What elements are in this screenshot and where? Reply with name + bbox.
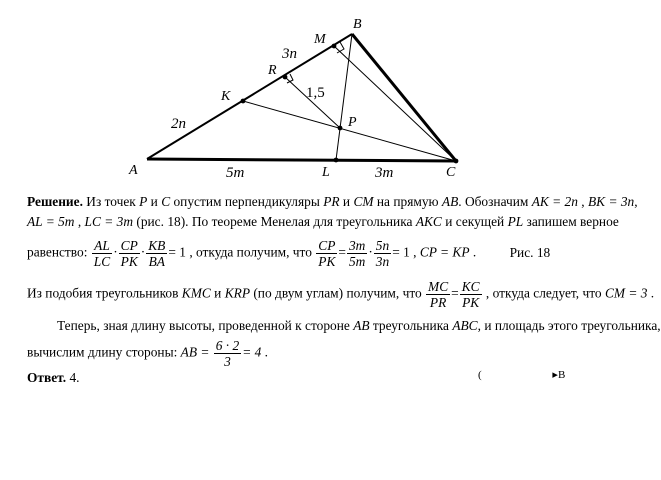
solution-line-3: равенство: $\frac{AL}{LC}$ · $\frac{CP}{PK}$ · $\frac{KB}{BA}$ = 1 , откуда получим, что $\frac{CP}{PK}$ = $\frac{3m}{5m}$ · $\frac{5n}{3n}$ = 1 , CP = KP . Рис. 18 xyxy=(27,238,551,269)
fraction-mc-pr: $\frac{MC}{PR}$ xyxy=(428,279,449,310)
label-lc: 3m xyxy=(375,165,394,181)
point-p-label: P xyxy=(348,115,357,130)
point-p-dot xyxy=(338,126,343,131)
answer-value: 4. xyxy=(66,370,80,385)
solution-line-6: вычислим длину стороны: AB = $\frac{6 \cdot 2}{3}$ = 4 . xyxy=(27,338,268,369)
right-angle-mark-r xyxy=(287,74,293,83)
stray-marks: ( ▸B xyxy=(478,369,566,381)
fraction-5n-3n: $\frac{5n}{3n}$ xyxy=(375,238,390,269)
eq-al: AL = 5m xyxy=(27,214,75,229)
point-r-label: R xyxy=(268,63,277,78)
fraction-al-lc: $\frac{AL}{LC}$ xyxy=(93,238,111,269)
point-l-label: L xyxy=(322,165,330,180)
eq-bk: BK = 3n xyxy=(588,194,635,209)
fraction-kc-pk: $\frac{KC}{PK}$ xyxy=(461,279,480,310)
segment-lb xyxy=(336,34,352,160)
solution-line-5: Теперь, зная длину высоты, проведенной к стороне AB треугольника ABC, и площадь этого треугольника, xyxy=(57,318,661,333)
solution-label: Решение. xyxy=(27,194,83,209)
label-br: 3n xyxy=(282,46,297,62)
side-bc xyxy=(352,34,456,161)
answer-label: Ответ. xyxy=(27,370,67,385)
solution-line-2: AL = 5m , LC = 3m (рис. 18). По теореме Менелая для треугольника AKC и секущей PL запишем верное xyxy=(27,214,619,229)
eq-cp-kp: CP = KP xyxy=(419,244,470,260)
label-ak: 2n xyxy=(171,116,186,132)
point-c-label: C xyxy=(446,165,456,180)
solution-line-4: Из подобия треугольников KMC и KRP (по двум углам) получим, что $\frac{MC}{PR}$ = $\frac{KC}{PK}$ , откуда следует, что CM = 3 . xyxy=(27,279,655,310)
fraction-cp-pk-2: $\frac{CP}{PK}$ xyxy=(318,238,336,269)
figure-reference: Рис. 18 xyxy=(509,244,551,260)
point-m-dot xyxy=(332,44,337,49)
fraction-6x2-3: $\frac{6 \cdot 2}{3}$ xyxy=(215,338,240,369)
eq-lc: LC = 3m xyxy=(84,214,134,229)
point-m-label: M xyxy=(314,32,326,47)
point-r-dot xyxy=(283,75,288,80)
fraction-cp-pk: $\frac{CP}{PK}$ xyxy=(120,238,138,269)
point-k-dot xyxy=(241,99,246,104)
point-a-label: A xyxy=(129,163,138,178)
fraction-kb-ba: $\frac{KB}{BA}$ xyxy=(148,238,166,269)
fraction-3m-5m: $\frac{3m}{5m}$ xyxy=(348,238,366,269)
eq-cm-3: CM = 3 xyxy=(604,285,648,301)
eq-ak: AK = 2n xyxy=(531,194,578,209)
triangle-figure xyxy=(0,0,640,182)
point-k-label: K xyxy=(221,89,231,104)
point-c-dot xyxy=(454,159,459,164)
point-b-label: B xyxy=(353,17,362,32)
label-pr: 1,5 xyxy=(306,85,325,101)
solution-line-1: Решение. Из точек P и C опустим перпендикуляры PR и CM на прямую AB. Обозначим AK = 2n , BK = 3n, xyxy=(27,194,638,209)
label-al: 5m xyxy=(226,165,245,181)
point-l-dot xyxy=(334,158,339,163)
side-ac xyxy=(147,159,456,161)
